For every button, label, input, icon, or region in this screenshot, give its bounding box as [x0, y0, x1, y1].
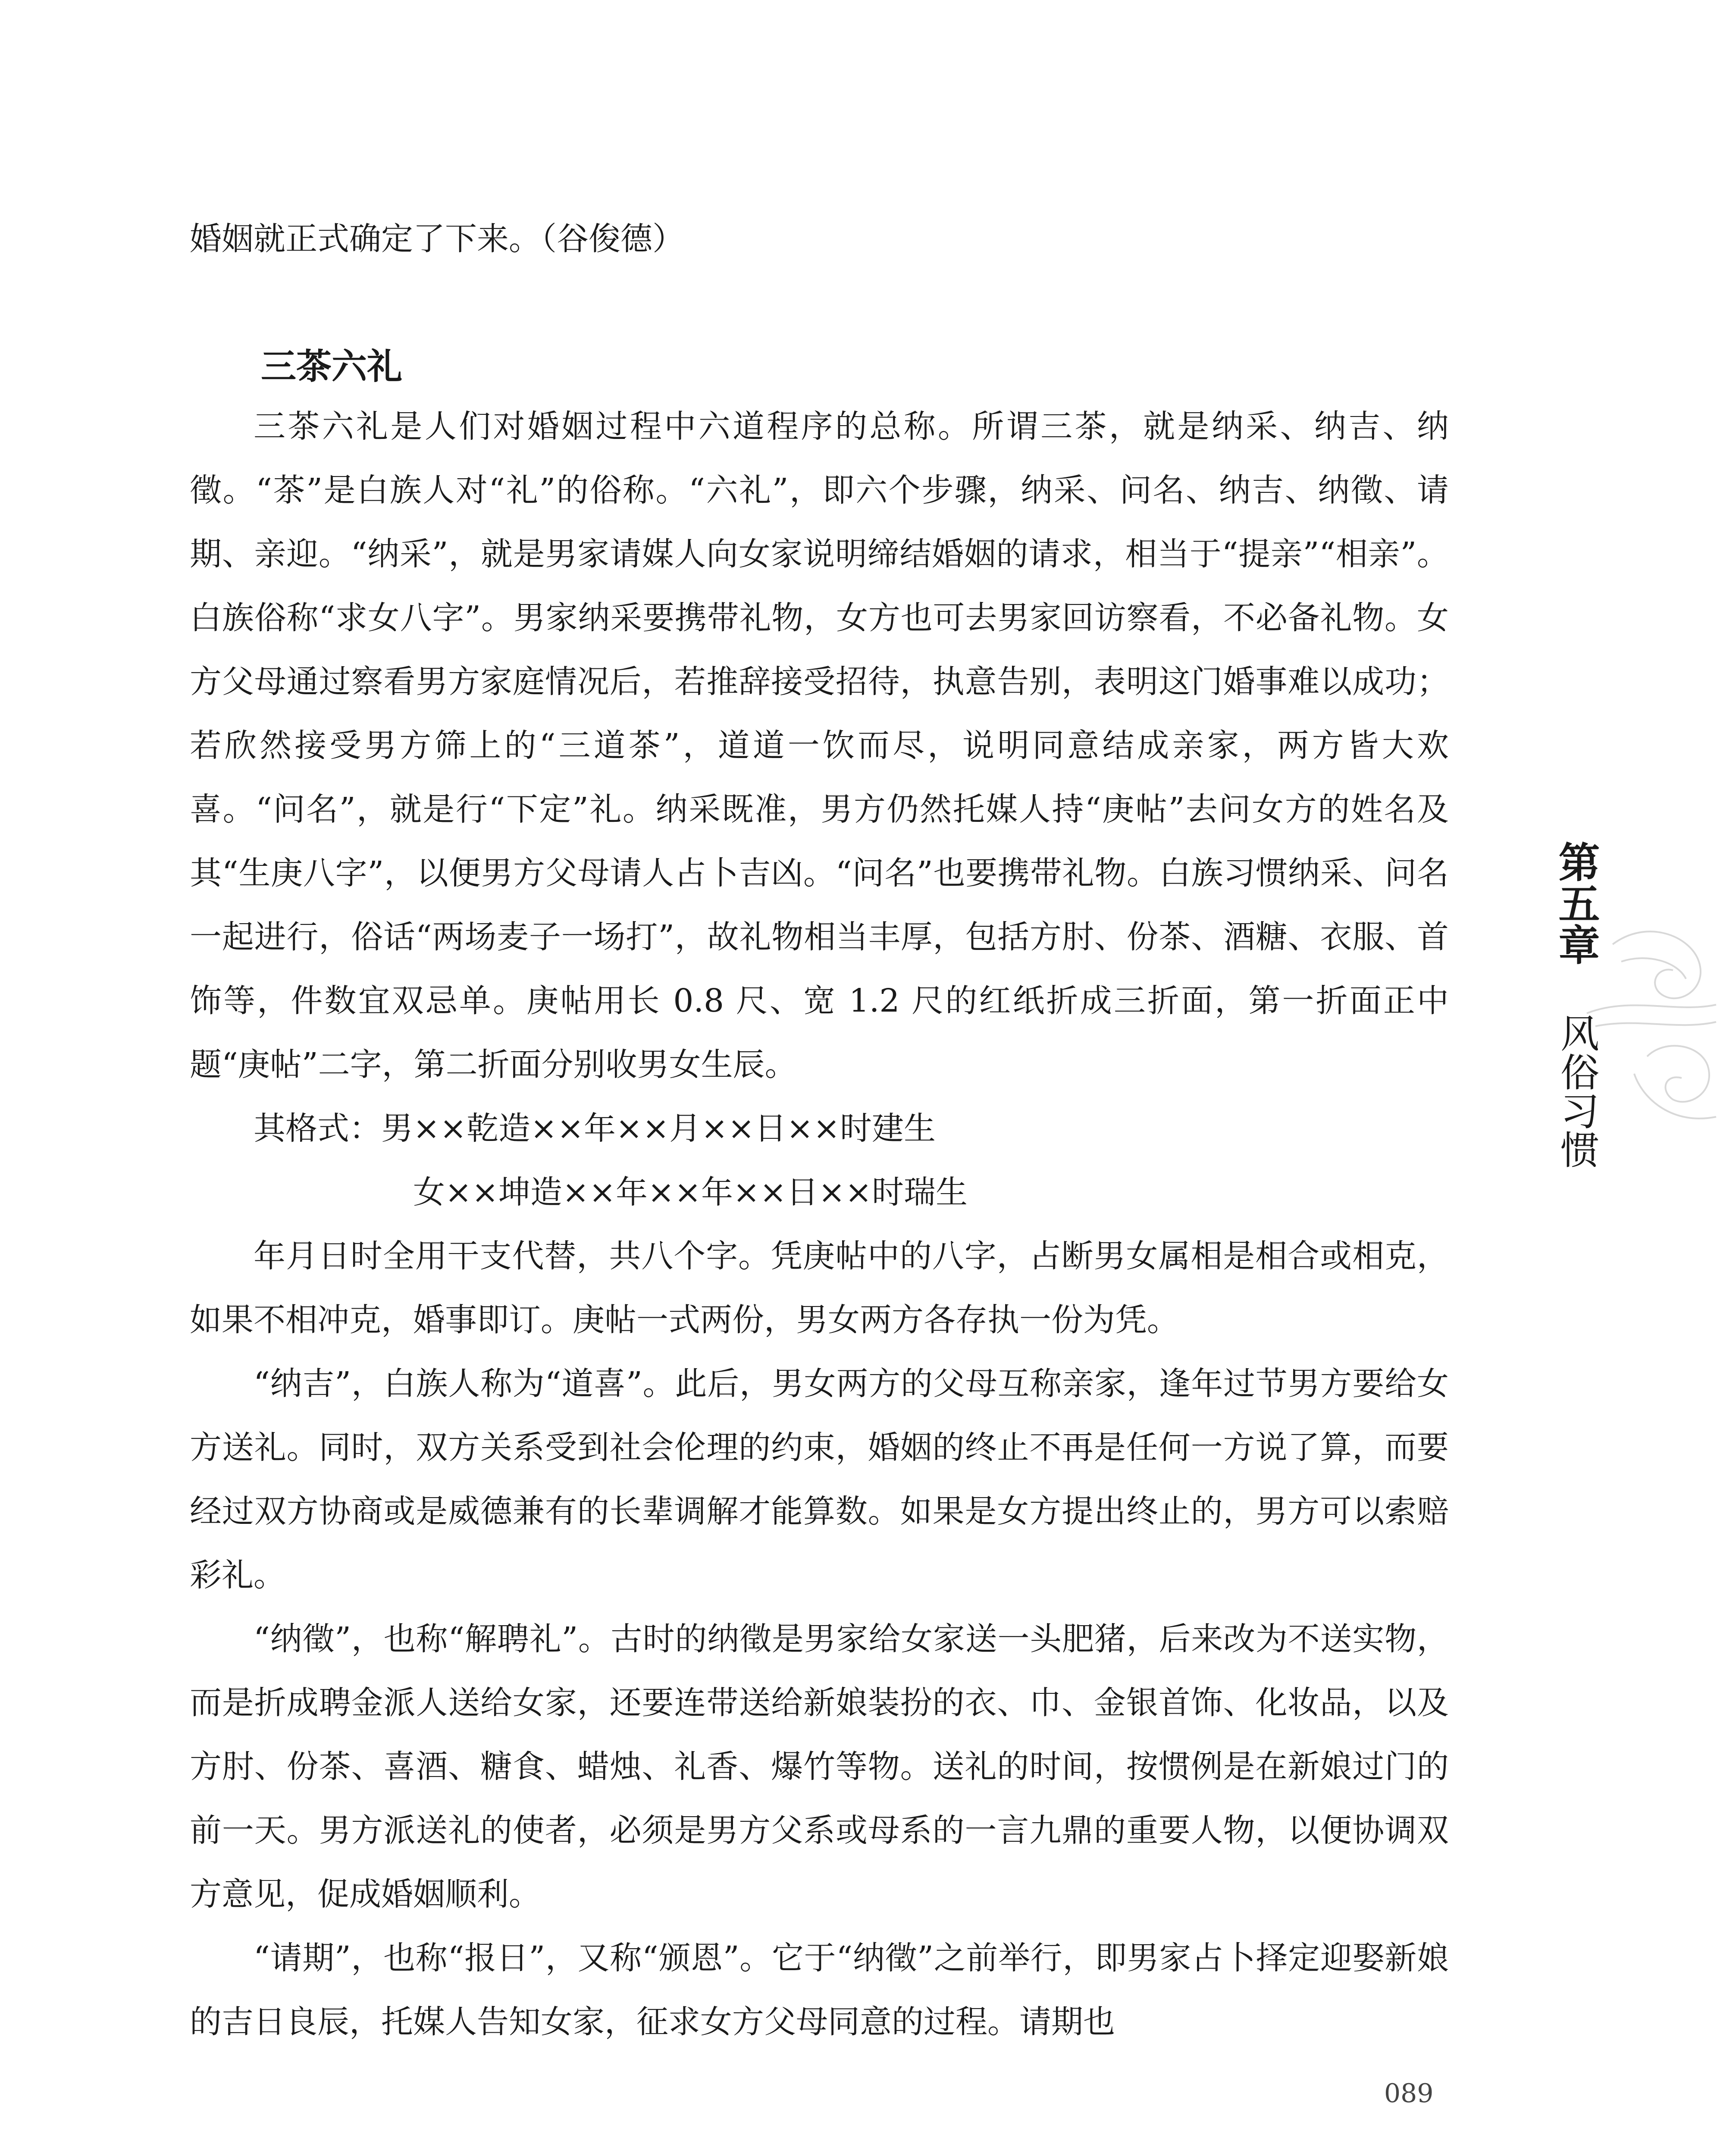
opening-line: 婚姻就正式确定了下来。（谷俊德）	[190, 220, 684, 257]
paragraph: 年月日时全用干支代替，共八个字。凭庚帖中的八字，占断男女属相是相合或相克，如果不相冲克，婚事即订。庚帖一式两份，男女两方各存执一份为凭。	[190, 1238, 1449, 1338]
chapter-number: 第五章	[1552, 841, 1601, 965]
chapter-title: 风俗习惯	[1554, 1013, 1599, 1169]
page-number: 089	[1384, 2078, 1434, 2109]
paragraph: “请期”，也称“报日”，又称“颁恩”。它于“纳徵”之前举行，即男家占卜择定迎娶新娘的吉日良辰，托媒人告知女家，征求女方父母同意的过程。请期也	[190, 1940, 1449, 2040]
opening-text	[190, 207, 1449, 271]
chapter-side-header	[1535, 832, 1608, 1220]
section-body	[190, 395, 1449, 2054]
format-line-female: 女××坤造××年××年××日××时瑞生	[413, 1174, 968, 1211]
format-line-male: 其格式：男××乾造××年××月××日××时建生	[254, 1110, 936, 1147]
paragraph: “纳徵”，也称“解聘礼”。古时的纳徵是男家给女家送一头肥猪，后来改为不送实物，而是折成聘金派人送给女家，还要连带送给新娘装扮的衣、巾、金银首饰、化妆品，以及方肘、份茶、喜酒、糖食、蜡烛、礼香、爆竹等物。送礼的时间，按惯例是在新娘过门的前一天。男方派送礼的使者，必须是男方父系或母系的一言九鼎的重要人物，以便协调双方意见，促成婚姻顺利。	[190, 1620, 1449, 1913]
paragraph: “纳吉”，白族人称为“道喜”。此后，男女两方的父母互称亲家，逢年过节男方要给女方送礼。同时，双方关系受到社会伦理的约束，婚姻的终止不再是任何一方说了算，而要经过双方协商或是威德兼有的长辈调解才能算数。如果是女方提出终止的，男方可以索赔彩礼。	[190, 1365, 1449, 1594]
paragraph: 三茶六礼是人们对婚姻过程中六道程序的总称。所谓三茶，就是纳采、纳吉、纳徵。“茶”是白族人对“礼”的俗称。“六礼”，即六个步骤，纳采、问名、纳吉、纳徵、请期、亲迎。“纳采”，就是男家请媒人向女家说明缔结婚姻的请求，相当于“提亲”“相亲”。白族俗称“求女八字”。男家纳采要携带礼物，女方也可去男家回访察看，不必备礼物。女方父母通过察看男方家庭情况后，若推辞接受招待，执意告别，表明这门婚事难以成功；若欣然接受男方筛上的“三道茶”，道道一饮而尽，说明同意结成亲家，两方皆大欢喜。“问名”，就是行“下定”礼。纳采既准，男方仍然托媒人持“庚帖”去问女方的姓名及其“生庚八字”，以便男方父母请人占卜吉凶。“问名”也要携带礼物。白族习惯纳采、问名一起进行，俗话“两场麦子一场打”，故礼物相当丰厚，包括方肘、份茶、酒糖、衣服、首饰等，件数宜双忌单。庚帖用长 0.8 尺、宽 1.2 尺的红纸折成三折面，第一折面正中题“庚帖”二字，第二折面分别收男女生辰。	[190, 408, 1449, 1083]
section-title: 三茶六礼	[261, 346, 403, 387]
